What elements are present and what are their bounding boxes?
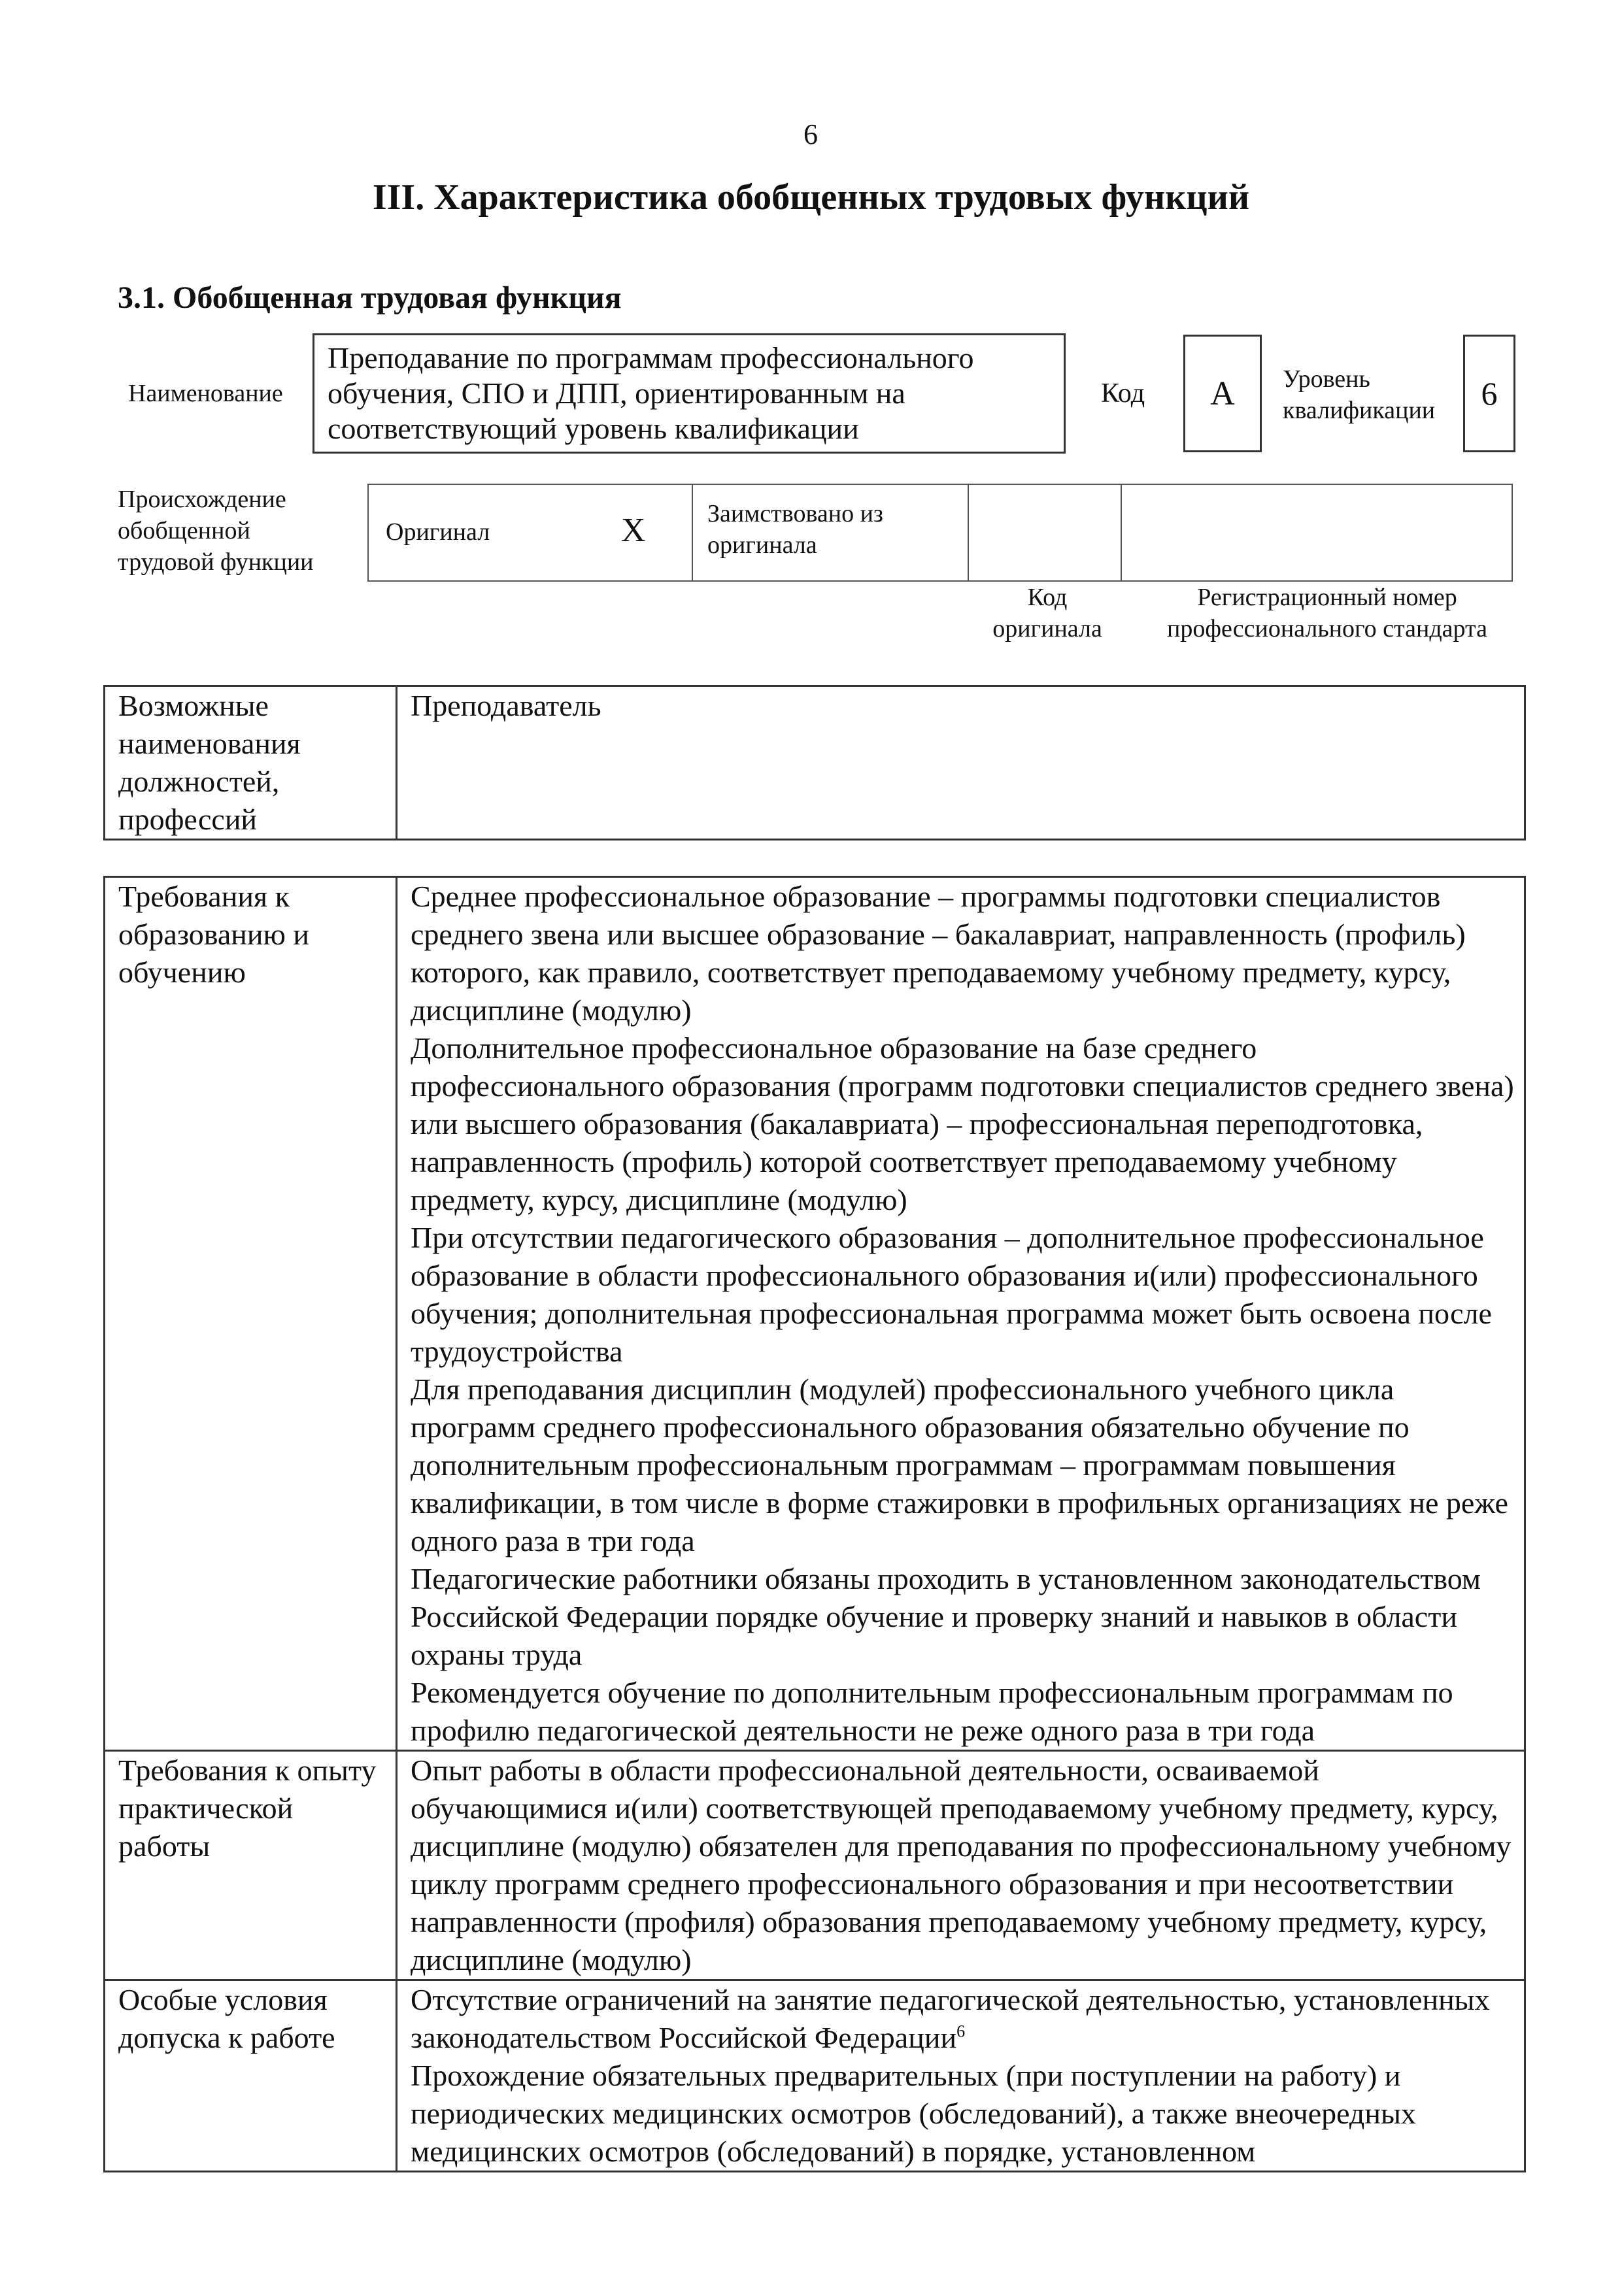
code-label: Код [1101,378,1145,408]
education-label: Требования к образованию и обучению [105,877,397,1751]
paragraph: Рекомендуется обучение по дополнительным профессиональным программам по профилю педагогической деятельности не реже одного раза в три года [411,1676,1453,1747]
registration-caption [1131,582,1523,644]
page-number: 6 [803,118,818,150]
code-caption-line1: Код [1027,584,1068,611]
requirements-table [103,876,1526,2172]
paragraph: Педагогические работники обязаны проходить в установленном законодательством Российской Федерации порядке обучение и проверку знаний и навыков в области охраны труда [411,1562,1481,1671]
reg-caption-line2: профессионального стандарта [1167,615,1487,642]
table-row [105,1751,1525,1980]
name-value: Преподавание по программам профессионального обучения, СПО и ДПП, ориентированным на соответствующий уровень квалификации [313,333,1066,454]
borrowed-line2: оригинала [707,531,817,559]
origin-row [367,484,1513,582]
paragraph: Опыт работы в области профессиональной деятельности, осваиваемой обучающимися и(или) соответствующей преподаваемому учебному предмету, курсу, дисциплине (модулю) обязателен для преподавания по профессиональному учебному циклу программ среднего профессионального образования и при несоответствии направленности (профиля) образования преподаваемому учебному предмету, курсу, дисциплине (модулю) [411,1754,1512,1976]
original-code-caption [969,582,1126,644]
admission-label: Особые условия допуска к работе [105,1980,397,2172]
origin-label-line3: трудовой функции [118,548,314,576]
admission-value [397,1980,1525,2172]
name-label: Наименование [128,380,283,407]
original-label: Оригинал [386,518,490,546]
code-caption-line2: оригинала [992,615,1102,642]
origin-label [118,484,314,578]
positions-value: Преподаватель [397,686,1525,840]
experience-value [397,1751,1525,1980]
positions-label: Возможные наименования должностей, профессий [105,686,397,840]
level-label-line1: Уровень [1283,365,1370,393]
paragraph: Среднее профессиональное образование – программы подготовки специалистов среднего звена или высшее образование – бакалавриат, направленность (профиль) которого, как правило, соответствует преподаваемому учебному предмету, курсу, дисциплине (модулю) [411,880,1466,1027]
subsection-title: 3.1. Обобщенная трудовая функция [118,280,622,315]
paragraph: Для преподавания дисциплин (модулей) профессионального учебного цикла программ среднего профессионального образования обязательно обучение по дополнительным профессиональным программам – программам повышения квалификации, в том числе в форме стажировки в профильных организациях не реже одного раза в три года [411,1373,1508,1557]
origin-divider [1121,485,1122,580]
table-row [105,1980,1525,2172]
positions-table [103,685,1526,840]
paragraph-text: Отсутствие ограничений на занятие педагогической деятельностью, установленных законодательством Российской Федерации [411,1983,1490,2054]
paragraph: Прохождение обязательных предварительных (при поступлении на работу) и периодических медицинских осмотров (обследований), а также внеочередных медицинских осмотров (обследований) в порядке, установленном [411,2059,1416,2168]
paragraph: Дополнительное профессиональное образование на базе среднего профессионального образования (программ подготовки специалистов среднего звена) или высшего образования (бакалавриата) – профессиональная переподготовка, направленность (профиль) которой соответствует преподаваемому учебному предмету, курсу, дисциплине (модулю) [411,1031,1514,1216]
origin-divider [692,485,693,580]
table-row [105,686,1525,840]
section-title: III. Характеристика обобщенных трудовых функций [372,177,1250,218]
borrowed-label [707,498,883,561]
footnote-ref: 6 [956,2021,966,2041]
original-mark: X [621,512,646,549]
level-label [1283,363,1435,426]
experience-label: Требования к опыту практической работы [105,1751,397,1980]
reg-caption-line1: Регистрационный номер [1197,584,1457,611]
level-value: 6 [1463,335,1515,452]
origin-label-line2: обобщенной [118,517,250,544]
code-value: А [1183,335,1262,452]
paragraph [411,1981,1516,2057]
origin-label-line1: Происхождение [118,486,286,513]
borrowed-line1: Заимствовано из [707,500,883,527]
origin-divider [1512,485,1513,580]
origin-divider [968,485,969,580]
origin-divider [367,485,369,580]
paragraph: При отсутствии педагогического образования – дополнительное профессиональное образование в области профессионального образования и(или) профессионального обучения; дополнительная профессиональная программа может быть освоена после трудоустройства [411,1221,1492,1368]
education-value [397,877,1525,1751]
level-label-line2: квалификации [1283,397,1436,424]
table-row [105,877,1525,1751]
